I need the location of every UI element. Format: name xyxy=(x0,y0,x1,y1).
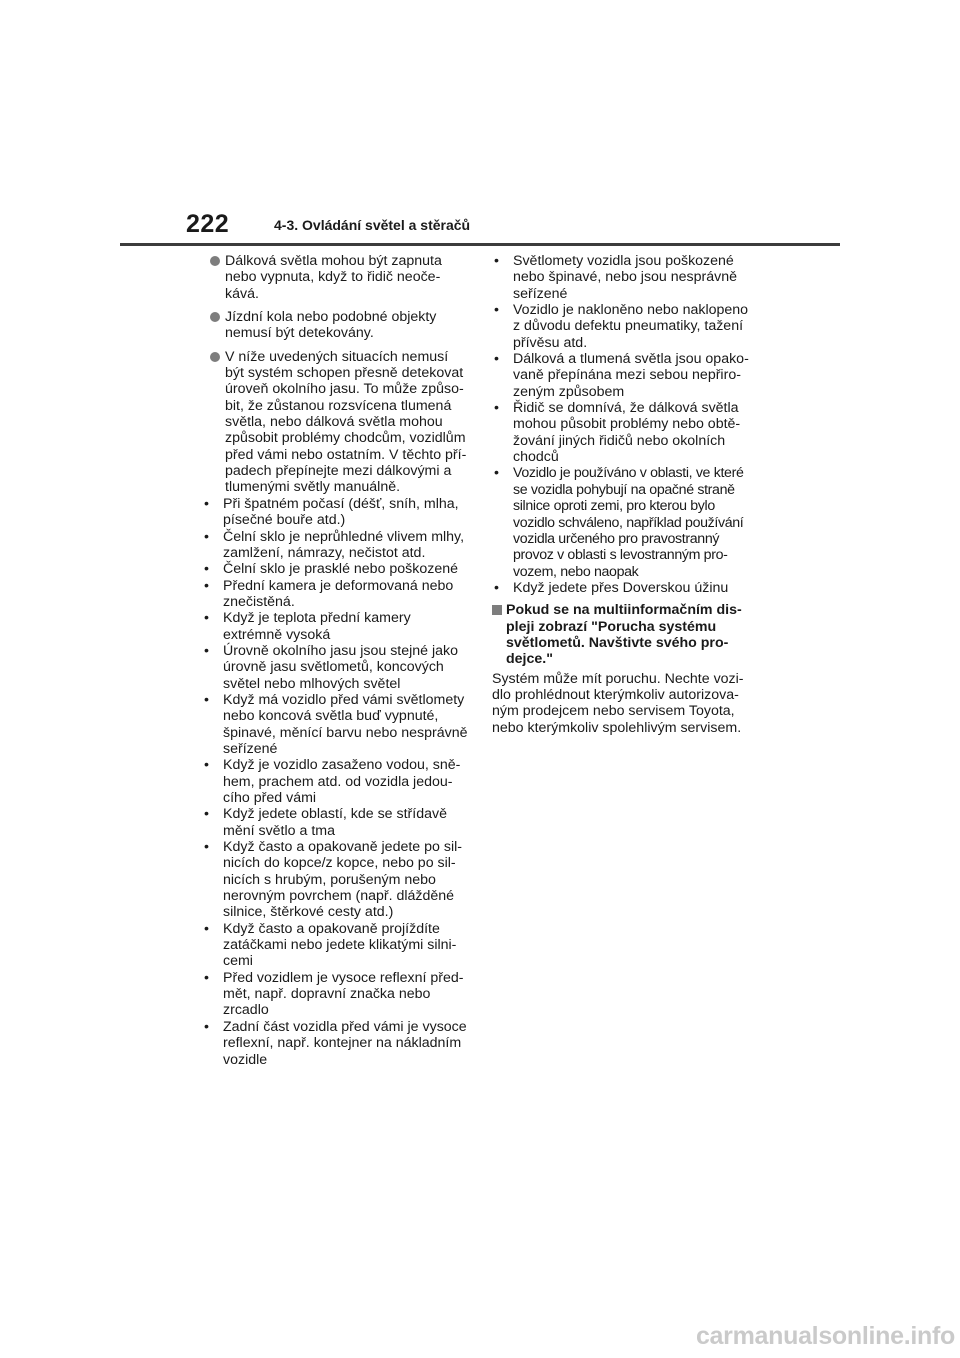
list-item-text: Čelní sklo je prasklé nebo poškozené xyxy=(223,561,459,578)
situation-list xyxy=(202,496,471,1068)
list-item xyxy=(202,806,471,839)
list-item xyxy=(492,580,754,596)
list-item xyxy=(492,351,754,400)
list-item-text: Dálková a tlumená světla jsou opako-vaně přepínána mezi sebou nepřiro-zeným způsobem xyxy=(513,351,749,400)
circle-bullet-icon xyxy=(210,312,220,322)
list-item-text: Úrovně okolního jasu jsou stejné jako úrovně jasu světlometů, koncových světel nebo mlhových světel xyxy=(223,642,459,692)
list-item xyxy=(202,1019,471,1068)
square-bullet-icon xyxy=(492,605,502,615)
list-item-text: Přední kamera je deformovaná nebo znečistěná. xyxy=(223,577,454,610)
list-item-text: Světlomety vozidla jsou poškozené nebo špinavé, nebo jsou nesprávně seřízené xyxy=(513,253,738,302)
list-item xyxy=(202,643,471,692)
list-item-text: Když je vozidlo zasaženo vodou, sně-hem, prachem atd. od vozidla jedou-cího před vámi xyxy=(223,757,461,806)
bullet-paragraph xyxy=(209,349,471,496)
dot-bullet-icon: • xyxy=(204,920,209,937)
dot-bullet-icon: • xyxy=(204,691,209,708)
bullet-paragraph xyxy=(209,309,471,342)
paragraph-text: V níže uvedených situacích nemusí být systém schopen přesně detekovat úroveň okolního jasu. To může způso-bit, že zůstanou rozsvícena tlumená světla, nebo dálková světla mohou způsobit problémy chodcům, vozidlům před vámi nebo ostatním. V těchto pří-padech přepínejte mezi dálkovými a tlumenými světly manuálně. xyxy=(225,348,467,496)
subheading-text: Pokud se na multiinformačním dis-pleji zobrazí "Porucha systému světlometů. Navštivte svého pro-dejce." xyxy=(506,602,742,668)
list-item-text: Když často a opakovaně jedete po sil-nicích do kopce/z kopce, nebo po sil-nicích s hrubým, porušeným nebo nerovným povrchem (např. dlážděné silnice, štěrkové cesty atd.) xyxy=(223,839,462,921)
dot-bullet-icon: • xyxy=(204,1018,209,1035)
header-divider xyxy=(120,243,840,246)
list-item xyxy=(202,757,471,806)
paragraph-text: Dálková světla mohou být zapnuta nebo vypnuta, když to řidič neoče-kává. xyxy=(225,253,442,302)
list-item-text: Když jedete přes Doverskou úžinu xyxy=(513,579,729,596)
dot-bullet-icon: • xyxy=(204,839,209,856)
subheading xyxy=(492,602,754,667)
dot-bullet-icon: • xyxy=(494,302,499,319)
dot-bullet-icon: • xyxy=(204,806,209,823)
list-item-text: Zadní část vozidla před vámi je vysoce reflexní, např. kontejner na nákladním vozidle xyxy=(223,1018,467,1068)
list-item xyxy=(202,970,471,1019)
dot-bullet-icon: • xyxy=(204,577,209,594)
dot-bullet-icon: • xyxy=(204,610,209,627)
list-item xyxy=(492,465,754,579)
dot-bullet-icon: • xyxy=(204,757,209,774)
page-number: 222 xyxy=(186,210,230,238)
list-item xyxy=(202,921,471,970)
list-item xyxy=(202,692,471,757)
dot-bullet-icon: • xyxy=(494,400,499,417)
dot-bullet-icon: • xyxy=(204,528,209,545)
list-item-text: Když má vozidlo před vámi světlomety nebo koncová světla buď vypnuté, špinavé, měnící barvu nebo nesprávně seřízené xyxy=(223,691,468,757)
dot-bullet-icon: • xyxy=(204,561,209,578)
list-item-text: Řidič se domnívá, že dálková světla mohou působit problémy nebo obtě-žování jiných řidičů nebo okolních chodců xyxy=(513,400,741,466)
circle-bullet-icon xyxy=(210,352,220,362)
list-item xyxy=(202,578,471,611)
circle-bullet-icon xyxy=(210,256,220,266)
list-item-text: Čelní sklo je neprůhledné vlivem mlhy, zamlžení, námrazy, nečistot atd. xyxy=(223,528,465,561)
list-item xyxy=(202,839,471,921)
dot-bullet-icon: • xyxy=(204,495,209,512)
watermark: carmanualsonline.info xyxy=(695,1321,955,1350)
list-item-text: Když je teplota přední kamery extrémně vysoká xyxy=(223,610,411,643)
list-item xyxy=(492,400,754,465)
list-item xyxy=(202,610,471,643)
dot-bullet-icon: • xyxy=(494,351,499,368)
list-item-text: Vozidlo je nakloněno nebo naklopeno z důvodu defektu pneumatiky, tažení přívěsu atd. xyxy=(513,302,749,351)
body-paragraph: Systém může mít poruchu. Nechte vozi-dlo prohlédnout kterýmkoliv autorizova-ným prodejcem nebo servisem Toyota, nebo kterýmkoliv spolehlivým servisem. xyxy=(492,670,744,736)
list-item xyxy=(492,302,754,351)
dot-bullet-icon: • xyxy=(494,579,499,596)
list-item xyxy=(202,529,471,562)
list-item-text: Když jedete oblastí, kde se střídavě mění světlo a tma xyxy=(223,806,447,839)
list-item-text: Před vozidlem je vysoce reflexní před-mět, např. dopravní značka nebo zrcadlo xyxy=(223,969,464,1019)
left-column xyxy=(204,253,471,1068)
list-item xyxy=(492,253,754,302)
dot-bullet-icon: • xyxy=(494,465,499,482)
list-item xyxy=(202,561,471,577)
bullet-paragraph xyxy=(209,253,471,302)
dot-bullet-icon: • xyxy=(204,969,209,986)
section-title: 4-3. Ovládání světel a stěračů xyxy=(274,217,471,233)
dot-bullet-icon: • xyxy=(494,253,499,269)
list-item-text: Vozidlo je používáno v oblasti, ve které se vozidla pohybují na opačné straně silnice oproti zemi, pro kterou bylo vozidlo schváleno, například používání vozidla určeného pro pravostranný provoz v oblasti s levostranným pro-vozem, nebo naopak xyxy=(513,465,744,580)
list-item xyxy=(202,496,471,529)
list-item-text: Při špatném počasí (déšť, sníh, mlha, písečné bouře atd.) xyxy=(223,495,459,529)
dot-bullet-icon: • xyxy=(204,642,209,659)
list-item-text: Když často a opakovaně projíždíte zatáčkami nebo jedete klikatými silni-cemi xyxy=(223,920,457,970)
right-column xyxy=(492,253,754,736)
situation-list-continued xyxy=(492,253,754,596)
paragraph-text: Jízdní kola nebo podobné objekty nemusí být detekovány. xyxy=(225,309,437,342)
